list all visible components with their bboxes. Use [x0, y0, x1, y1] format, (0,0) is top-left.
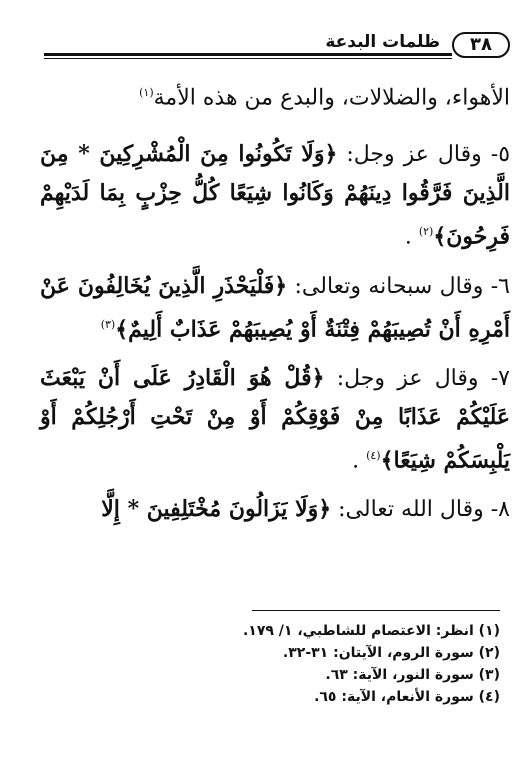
footnote-separator — [252, 610, 500, 611]
quran-quote: ﴿وَلَا تَكُونُوا مِنَ الْمُشْرِكِينَ * مِنَ الَّذِينَ فَرَّقُوا دِينَهُمْ وَكَانُوا شِيَعًا كُلُّ حِزْبٍ بِمَا لَدَيْهِمْ فَرِحُونَ﴾ — [40, 141, 510, 250]
header-rule-thin — [44, 58, 452, 59]
paragraph-7 — [40, 359, 510, 480]
footnote-3: (٣) سورة النور، الآية: ٦٣. — [325, 667, 500, 683]
footnote-2: (٢) سورة الروم، الآيتان: ٣١-٣٢. — [282, 645, 500, 661]
page-number: ٣٨ — [452, 32, 510, 58]
paragraph-lead: ٧- وقال عز وجل: — [324, 365, 510, 391]
paragraph-6 — [40, 267, 510, 349]
footnote-4: (٤) سورة الأنعام، الآية: ٦٥. — [314, 689, 500, 705]
running-title: ظلمات البدعة — [325, 32, 440, 52]
footnote-1: (١) انظر: الاعتصام للشاطبي، ١/ ١٧٩. — [242, 623, 500, 639]
footnote-marker: (٣) — [100, 317, 116, 331]
paragraph-5 — [40, 135, 510, 256]
paragraph-intro — [40, 74, 510, 117]
paragraph-lead: ٥- وقال عز وجل: — [337, 142, 511, 168]
footnote-marker: (٢) — [418, 225, 434, 239]
paragraph-8 — [40, 490, 510, 529]
page-header — [44, 30, 510, 60]
header-rule — [44, 53, 452, 56]
paragraph-text: الأهواء، والضلالات، والبدع من هذه الأمة — [153, 85, 510, 111]
main-text — [40, 74, 510, 539]
footnotes — [40, 620, 500, 708]
paragraph-lead: ٨- وقال الله تعالى: — [331, 497, 510, 523]
footnote-marker: (٤) — [366, 448, 381, 462]
quran-quote: ﴿قُلْ هُوَ الْقَادِرُ عَلَى أَنْ يَبْعَثَ عَلَيْكُمْ عَذَابًا مِنْ فَوْقِكُمْ أَوْ مِنْ تَحْتِ أَرْجُلِكُمْ أَوْ يَلْبِسَكُمْ شِيَعًا﴾ — [40, 364, 510, 474]
paragraph-tail: . — [352, 448, 367, 474]
footnote-marker: (١) — [139, 86, 154, 99]
paragraph-lead: ٦- وقال سبحانه وتعالى: — [287, 273, 510, 299]
quran-quote: ﴿وَلَا يَزَالُونَ مُخْتَلِفِينَ * إِلَّا — [101, 496, 332, 523]
quran-quote: ﴿فَلْيَحْذَرِ الَّذِينَ يُخَالِفُونَ عَنْ أَمْرِهِ أَنْ تُصِيبَهُمْ فِتْنَةٌ أَوْ يُصِيبَهُمْ عَذَابٌ أَلِيمٌ﴾ — [40, 272, 510, 342]
paragraph-tail: . — [404, 224, 419, 250]
